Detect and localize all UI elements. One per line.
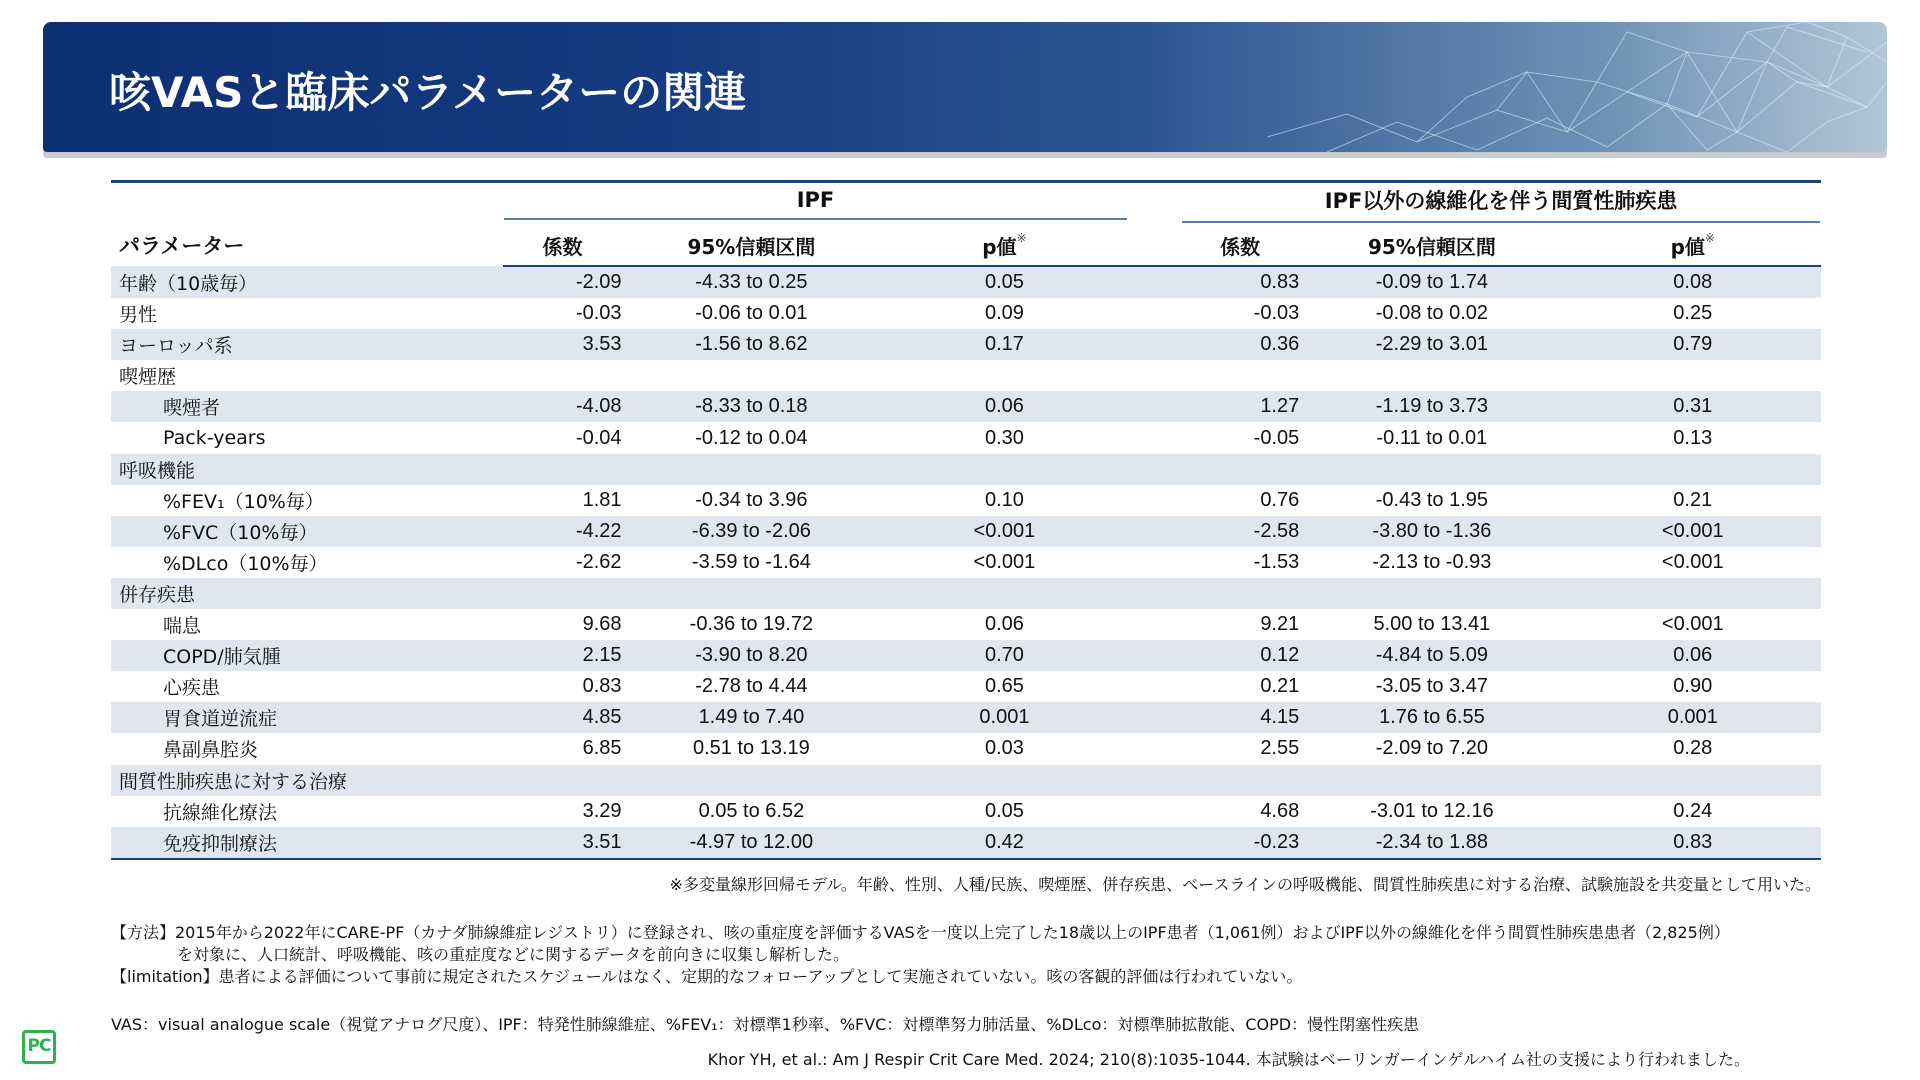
table-row: [111, 765, 1821, 796]
cell-p-ipf: [881, 360, 1127, 391]
cell-ci-ipf: -4.97 to 12.00: [622, 827, 882, 859]
cell-p-non-ipf: [1565, 578, 1821, 609]
table-row: [111, 485, 1821, 516]
cell-ci-non-ipf: [1299, 454, 1564, 485]
footnote: ※多変量線形回帰モデル。年齢、性別、人種/民族、喫煙歴、併存疾患、ベースラインの呼吸機能、間質性肺疾患に対する治療、試験施設を共変量として用いた。: [669, 875, 1821, 894]
cell-coef-non-ipf: 9.21: [1181, 609, 1299, 640]
p-footnote-mark: ※: [1016, 230, 1027, 245]
cell-ci-ipf: [622, 765, 882, 796]
cell-coef-ipf: 2.15: [503, 640, 621, 671]
table-row: [111, 578, 1821, 609]
mesh-decoration-icon: [1267, 22, 1887, 152]
cell-coef-non-ipf: -1.53: [1181, 547, 1299, 578]
cell-ci-ipf: -0.36 to 19.72: [622, 609, 882, 640]
cell-ci-ipf: -3.90 to 8.20: [622, 640, 882, 671]
cell-p-ipf: 0.001: [881, 702, 1127, 733]
methods-line: 【方法】2015年から2022年にCARE-PF（カナダ肺線維症レジストリ）に登録され、咳の重症度を評価するVASを一度以上完了した18歳以上のIPF患者（1,061例）およびIPF以外の線維化を伴う間質性肺疾患患者（2,825例）: [111, 923, 1730, 942]
cell-ci-ipf: [622, 578, 882, 609]
cell-ci-non-ipf: -0.09 to 1.74: [1299, 266, 1564, 298]
col-p-non-ipf: p値※: [1565, 225, 1821, 266]
cell-p-ipf: 0.06: [881, 609, 1127, 640]
cell-p-non-ipf: <0.001: [1565, 609, 1821, 640]
group-header-ipf: [503, 182, 1127, 226]
table-row: [111, 671, 1821, 702]
cell-ci-ipf: -1.56 to 8.62: [622, 329, 882, 360]
row-label: 呼吸機能: [111, 454, 503, 485]
cell-coef-non-ipf: 4.15: [1181, 702, 1299, 733]
cell-coef-ipf: 1.81: [503, 485, 621, 516]
cell-coef-ipf: -4.22: [503, 516, 621, 547]
cell-p-non-ipf: <0.001: [1565, 547, 1821, 578]
cell-ci-ipf: [622, 360, 882, 391]
table-row: [111, 329, 1821, 360]
cell-p-non-ipf: [1565, 454, 1821, 485]
row-label: 鼻副鼻腔炎: [111, 733, 503, 764]
row-label: 喫煙者: [111, 391, 503, 422]
cell-p-ipf: [881, 454, 1127, 485]
cell-coef-ipf: -0.03: [503, 298, 621, 329]
row-label: 心疾患: [111, 671, 503, 702]
row-label: 喫煙歴: [111, 360, 503, 391]
group-header-non-ipf: [1181, 182, 1821, 226]
cell-coef-non-ipf: -0.23: [1181, 827, 1299, 859]
limitation-line: 【limitation】患者による評価について事前に規定されたスケジュールはなく、定期的なフォローアップとして実施されていない。咳の客観的評価は行われていない。: [111, 967, 1303, 986]
cell-p-ipf: <0.001: [881, 547, 1127, 578]
group-label-ipf: IPF: [504, 188, 1126, 220]
row-label: 喘息: [111, 609, 503, 640]
cell-p-ipf: 0.65: [881, 671, 1127, 702]
cell-ci-non-ipf: -2.34 to 1.88: [1299, 827, 1564, 859]
cell-coef-non-ipf: 4.68: [1181, 796, 1299, 827]
table-row: [111, 827, 1821, 859]
col-coef-non-ipf: 係数: [1181, 225, 1299, 266]
cell-p-non-ipf: 0.83: [1565, 827, 1821, 859]
cell-ci-ipf: 0.05 to 6.52: [622, 796, 882, 827]
cell-p-non-ipf: 0.21: [1565, 485, 1821, 516]
cell-p-non-ipf: [1565, 765, 1821, 796]
cell-ci-ipf: 0.51 to 13.19: [622, 733, 882, 764]
cell-coef-ipf: [503, 454, 621, 485]
row-label: ヨーロッパ系: [111, 329, 503, 360]
cell-p-ipf: 0.06: [881, 391, 1127, 422]
cell-ci-ipf: -0.34 to 3.96: [622, 485, 882, 516]
cell-p-non-ipf: 0.31: [1565, 391, 1821, 422]
group-label-non-ipf: IPF以外の線維化を伴う間質性肺疾患: [1182, 185, 1820, 223]
row-label: %FVC（10%毎）: [111, 516, 503, 547]
table-row: [111, 360, 1821, 391]
cell-p-ipf: <0.001: [881, 516, 1127, 547]
cell-coef-ipf: -0.04: [503, 422, 621, 453]
group-header-row: [111, 182, 1821, 226]
cell-coef-non-ipf: -2.58: [1181, 516, 1299, 547]
table-row: [111, 547, 1821, 578]
cell-ci-non-ipf: -4.84 to 5.09: [1299, 640, 1564, 671]
cell-ci-non-ipf: -3.05 to 3.47: [1299, 671, 1564, 702]
cell-coef-ipf: -2.09: [503, 266, 621, 298]
cell-ci-ipf: -8.33 to 0.18: [622, 391, 882, 422]
table-row: [111, 733, 1821, 764]
row-label: 年齢（10歳毎）: [111, 266, 503, 298]
methods-line: を対象に、人口統計、呼吸機能、咳の重症度などに関するデータを前向きに収集し解析した。: [177, 945, 850, 964]
cell-ci-ipf: -6.39 to -2.06: [622, 516, 882, 547]
cell-p-ipf: [881, 578, 1127, 609]
results-table: [111, 180, 1821, 860]
col-ci-ipf: 95%信頼区間: [622, 225, 882, 266]
cell-coef-non-ipf: 0.83: [1181, 266, 1299, 298]
cell-p-non-ipf: 0.25: [1565, 298, 1821, 329]
row-label: 併存疾患: [111, 578, 503, 609]
cell-coef-ipf: 4.85: [503, 702, 621, 733]
cell-ci-ipf: 1.49 to 7.40: [622, 702, 882, 733]
cell-coef-ipf: 3.29: [503, 796, 621, 827]
cell-ci-non-ipf: -2.09 to 7.20: [1299, 733, 1564, 764]
row-label: 間質性肺疾患に対する治療: [111, 765, 503, 796]
cell-coef-non-ipf: 1.27: [1181, 391, 1299, 422]
cell-ci-ipf: -0.06 to 0.01: [622, 298, 882, 329]
abbreviations: VAS：visual analogue scale（視覚アナログ尺度）、IPF：特発性肺線維症、%FEV₁：対標準1秒率、%FVC：対標準努力肺活量、%DLco：対標準肺拡散能、COPD：慢性閉塞性疾患: [111, 1015, 1420, 1034]
cell-coef-non-ipf: [1181, 578, 1299, 609]
row-label: COPD/肺気腫: [111, 640, 503, 671]
cell-p-ipf: 0.17: [881, 329, 1127, 360]
table-row: [111, 640, 1821, 671]
citation: Khor YH, et al.: Am J Respir Crit Care Med. 2024; 210(8):1035-1044. 本試験はベーリンガーインゲルハイム社の支援により行われました。: [707, 1050, 1750, 1069]
cell-coef-ipf: -4.08: [503, 391, 621, 422]
table-body: [111, 266, 1821, 859]
row-label: 男性: [111, 298, 503, 329]
cell-p-non-ipf: 0.24: [1565, 796, 1821, 827]
row-label: Pack-years: [111, 422, 503, 453]
cell-ci-ipf: -4.33 to 0.25: [622, 266, 882, 298]
title-banner: [43, 22, 1887, 152]
table-row: [111, 454, 1821, 485]
cell-p-non-ipf: 0.08: [1565, 266, 1821, 298]
col-ci-non-ipf: 95%信頼区間: [1299, 225, 1564, 266]
cell-coef-non-ipf: 0.12: [1181, 640, 1299, 671]
cell-p-ipf: 0.05: [881, 266, 1127, 298]
cell-coef-non-ipf: 2.55: [1181, 733, 1299, 764]
cell-ci-non-ipf: -0.08 to 0.02: [1299, 298, 1564, 329]
cell-coef-ipf: [503, 578, 621, 609]
cell-ci-non-ipf: 1.76 to 6.55: [1299, 702, 1564, 733]
col-p-ipf: p値※: [881, 225, 1127, 266]
table-row: [111, 516, 1821, 547]
page-title: 咳VASと臨床パラメーターの関連: [109, 68, 747, 117]
cell-ci-non-ipf: [1299, 360, 1564, 391]
cell-p-non-ipf: 0.06: [1565, 640, 1821, 671]
table-row: [111, 422, 1821, 453]
row-label: 免疫抑制療法: [111, 827, 503, 859]
methods-section: [111, 922, 1831, 988]
cell-coef-ipf: -2.62: [503, 547, 621, 578]
cell-coef-non-ipf: [1181, 360, 1299, 391]
row-label: %DLco（10%毎）: [111, 547, 503, 578]
cell-coef-ipf: 6.85: [503, 733, 621, 764]
cell-ci-non-ipf: -3.80 to -1.36: [1299, 516, 1564, 547]
cell-coef-ipf: 3.53: [503, 329, 621, 360]
cell-p-non-ipf: 0.001: [1565, 702, 1821, 733]
cell-p-ipf: 0.10: [881, 485, 1127, 516]
cell-p-non-ipf: 0.90: [1565, 671, 1821, 702]
cell-p-non-ipf: [1565, 360, 1821, 391]
cell-ci-non-ipf: -1.19 to 3.73: [1299, 391, 1564, 422]
cell-ci-non-ipf: 5.00 to 13.41: [1299, 609, 1564, 640]
cell-p-non-ipf: 0.13: [1565, 422, 1821, 453]
cell-coef-non-ipf: -0.03: [1181, 298, 1299, 329]
cell-p-ipf: 0.42: [881, 827, 1127, 859]
cell-p-ipf: 0.03: [881, 733, 1127, 764]
cell-p-non-ipf: <0.001: [1565, 516, 1821, 547]
cell-p-ipf: 0.05: [881, 796, 1127, 827]
parameter-header: パラメーター: [111, 182, 503, 267]
cell-p-ipf: 0.30: [881, 422, 1127, 453]
table-row: [111, 796, 1821, 827]
col-coef-ipf: 係数: [503, 225, 621, 266]
cell-p-non-ipf: 0.79: [1565, 329, 1821, 360]
cell-ci-non-ipf: [1299, 765, 1564, 796]
row-label: 抗線維化療法: [111, 796, 503, 827]
cell-ci-non-ipf: -2.29 to 3.01: [1299, 329, 1564, 360]
table-row: [111, 391, 1821, 422]
table-row: [111, 266, 1821, 298]
cell-p-ipf: 0.70: [881, 640, 1127, 671]
cell-coef-non-ipf: 0.76: [1181, 485, 1299, 516]
cell-coef-ipf: 3.51: [503, 827, 621, 859]
cell-ci-non-ipf: -0.43 to 1.95: [1299, 485, 1564, 516]
row-label: 胃食道逆流症: [111, 702, 503, 733]
cell-coef-non-ipf: [1181, 765, 1299, 796]
cell-ci-non-ipf: -0.11 to 0.01: [1299, 422, 1564, 453]
cell-coef-non-ipf: 0.36: [1181, 329, 1299, 360]
row-label: %FEV₁（10%毎）: [111, 485, 503, 516]
pc-logo-icon: PC: [22, 1030, 56, 1064]
cell-coef-ipf: 9.68: [503, 609, 621, 640]
cell-ci-ipf: -2.78 to 4.44: [622, 671, 882, 702]
cell-p-ipf: 0.09: [881, 298, 1127, 329]
p-footnote-mark: ※: [1704, 230, 1715, 245]
cell-ci-non-ipf: -2.13 to -0.93: [1299, 547, 1564, 578]
table-row: [111, 702, 1821, 733]
cell-ci-ipf: [622, 454, 882, 485]
cell-ci-non-ipf: [1299, 578, 1564, 609]
cell-ci-ipf: -0.12 to 0.04: [622, 422, 882, 453]
cell-coef-ipf: 0.83: [503, 671, 621, 702]
cell-coef-non-ipf: -0.05: [1181, 422, 1299, 453]
cell-ci-ipf: -3.59 to -1.64: [622, 547, 882, 578]
cell-coef-ipf: [503, 360, 621, 391]
cell-coef-non-ipf: [1181, 454, 1299, 485]
cell-p-non-ipf: 0.28: [1565, 733, 1821, 764]
cell-coef-ipf: [503, 765, 621, 796]
table-row: [111, 298, 1821, 329]
cell-coef-non-ipf: 0.21: [1181, 671, 1299, 702]
table-row: [111, 609, 1821, 640]
cell-p-ipf: [881, 765, 1127, 796]
cell-ci-non-ipf: -3.01 to 12.16: [1299, 796, 1564, 827]
